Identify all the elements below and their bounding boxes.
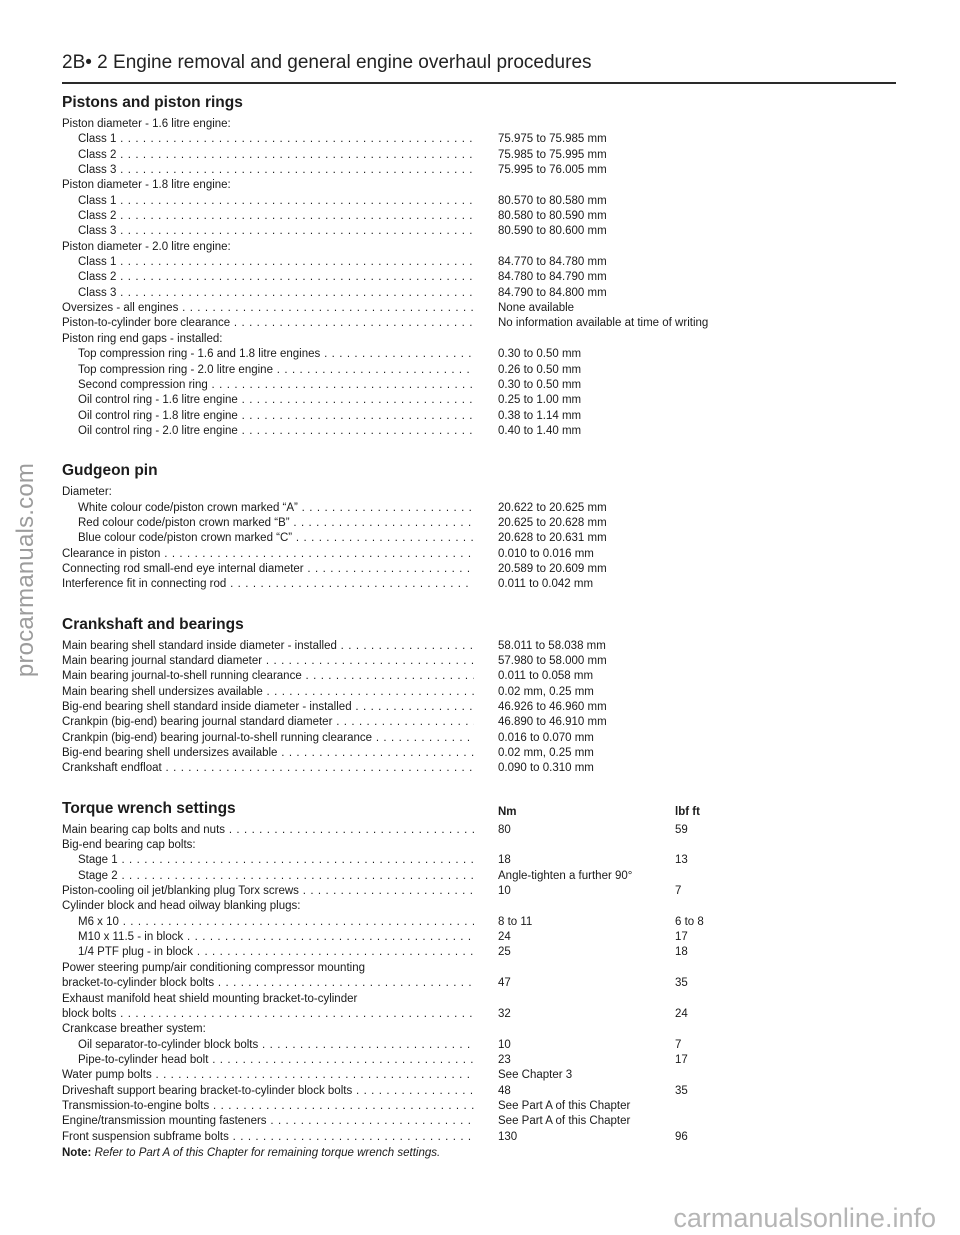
- torque-lbf-value: 7: [675, 885, 682, 898]
- spec-row: [62, 255, 902, 270]
- spec-row: [62, 378, 902, 393]
- spec-label: Oversizes - all engines . . .: [62, 301, 474, 316]
- spec-row: [62, 869, 902, 884]
- torque-lbf-value: 13: [675, 854, 688, 867]
- torque-nm-value: 23: [498, 1053, 511, 1066]
- spec-label: Crankshaft endfloat . . .: [62, 761, 474, 776]
- spec-row: [62, 501, 902, 516]
- spec-row: [62, 577, 902, 592]
- spec-label: Diameter:: [62, 486, 112, 499]
- spec-row: [62, 715, 902, 730]
- spec-row: [62, 639, 902, 654]
- spec-value: 20.628 to 20.631 mm: [498, 532, 607, 545]
- torque-nm-value: 48: [498, 1084, 511, 1097]
- spec-value: None available: [498, 302, 575, 315]
- spec-label: Exhaust manifold heat shield mounting bracket-to-cylinder: [62, 992, 358, 1005]
- torque-nm-value: 80: [498, 823, 511, 836]
- spec-row: [62, 961, 902, 976]
- bottom-watermark: carmanualsonline.info: [673, 1203, 936, 1233]
- section-heading-torque: [62, 799, 902, 823]
- column-header-nm: Nm: [498, 805, 517, 818]
- spec-value: 75.985 to 75.995 mm: [498, 148, 607, 161]
- spec-label: Engine/transmission mounting fasteners . . .: [62, 1114, 474, 1129]
- page-header: [62, 50, 896, 84]
- torque-nm-value: 25: [498, 946, 511, 959]
- spec-value: 46.926 to 46.960 mm: [498, 701, 607, 713]
- torque-lbf-value: 7: [675, 1038, 682, 1051]
- spec-row: [62, 930, 902, 945]
- spec-label: Class 2 . . .: [78, 209, 474, 224]
- torque-nm-value: See Chapter 3: [498, 1069, 573, 1082]
- spec-row: [62, 1084, 902, 1099]
- spec-label: Class 3 . . .: [78, 286, 474, 301]
- spec-row: [62, 562, 902, 577]
- spec-content: [62, 93, 902, 1161]
- spec-label: Blue colour code/piston crown marked “C” . . .: [78, 531, 474, 546]
- spec-row: [62, 363, 902, 378]
- spec-value: 57.980 to 58.000 mm: [498, 654, 607, 667]
- spec-row: [62, 301, 902, 316]
- spec-label: Class 2 . . .: [78, 148, 474, 163]
- spec-value: 58.011 to 58.038 mm: [498, 639, 606, 652]
- spec-row: [62, 286, 902, 301]
- spec-value: 0.011 to 0.042 mm: [498, 578, 594, 591]
- torque-note: [62, 1145, 902, 1161]
- spec-label: Stage 2 . . .: [78, 869, 474, 884]
- spec-label: block bolts . . .: [62, 1007, 474, 1022]
- torque-nm-value: 32: [498, 1007, 511, 1020]
- spec-value: 0.010 to 0.016 mm: [498, 547, 594, 560]
- spec-value: 80.570 to 80.580 mm: [498, 194, 607, 207]
- note-label: Note:: [62, 1146, 92, 1159]
- spec-label: Interference fit in connecting rod . . .: [62, 577, 474, 592]
- spec-value: 84.790 to 84.800 mm: [498, 286, 607, 299]
- spec-label: Second compression ring . . .: [78, 378, 474, 393]
- spec-value: 0.02 mm, 0.25 mm: [498, 685, 594, 698]
- spec-label: Big-end bearing shell standard inside diameter - installed . . .: [62, 700, 474, 715]
- spec-row: [62, 163, 902, 178]
- section-heading-pistons: Pistons and piston rings: [62, 94, 243, 111]
- spec-label: Main bearing shell undersizes available . . .: [62, 685, 474, 700]
- spec-value: 84.780 to 84.790 mm: [498, 271, 607, 284]
- spec-label: bracket-to-cylinder block bolts . . .: [62, 976, 474, 991]
- spec-label: Pipe-to-cylinder head bolt . . .: [78, 1053, 474, 1068]
- spec-value: 0.016 to 0.070 mm: [498, 731, 594, 744]
- spec-label: Main bearing shell standard inside diameter - installed . . .: [62, 639, 474, 654]
- spec-row: [62, 1038, 902, 1053]
- spec-label: Piston diameter - 2.0 litre engine:: [62, 240, 231, 253]
- spec-row: [62, 700, 902, 715]
- spec-row: [62, 746, 902, 761]
- spec-row: [62, 531, 902, 546]
- spec-label: Main bearing journal-to-shell running clearance . . .: [62, 669, 474, 684]
- side-watermark: [10, 360, 42, 780]
- spec-row: [62, 899, 902, 914]
- spec-value: 0.38 to 1.14 mm: [498, 409, 582, 422]
- torque-lbf-value: 59: [675, 823, 688, 836]
- spec-row: [62, 1007, 902, 1022]
- spec-label: M10 x 11.5 - in block . . .: [78, 930, 474, 945]
- spec-label: Crankpin (big-end) bearing journal-to-shell running clearance . . .: [62, 731, 474, 746]
- side-watermark-text: procarmanuals.com: [12, 462, 39, 678]
- spec-label: Connecting rod small-end eye internal diameter . . .: [62, 562, 474, 577]
- spec-value: 0.40 to 1.40 mm: [498, 424, 582, 437]
- torque-nm-value: 47: [498, 977, 511, 990]
- spec-label: Piston diameter - 1.8 litre engine:: [62, 179, 231, 192]
- spec-value: No information available at time of writing: [498, 317, 709, 330]
- spec-label: Oil separator-to-cylinder block bolts . . .: [78, 1038, 474, 1053]
- spec-label: Class 3 . . .: [78, 224, 474, 239]
- spec-row: [62, 1022, 902, 1037]
- spec-label: Oil control ring - 1.8 litre engine . . .: [78, 409, 474, 424]
- spec-row: [62, 669, 902, 684]
- spec-label: 1/4 PTF plug - in block . . .: [78, 945, 474, 960]
- spec-value: 20.625 to 20.628 mm: [498, 516, 607, 529]
- spec-label: Main bearing journal standard diameter . . .: [62, 654, 474, 669]
- spec-row: [62, 209, 902, 224]
- pistons-spec-list: [62, 117, 902, 439]
- spec-label: Oil control ring - 1.6 litre engine . . .: [78, 393, 474, 408]
- spec-row: [62, 853, 902, 868]
- spec-row: [62, 148, 902, 163]
- spec-value: 0.090 to 0.310 mm: [498, 762, 594, 775]
- spec-row: [62, 132, 902, 147]
- crankshaft-spec-list: [62, 639, 902, 777]
- spec-label: Front suspension subframe bolts . . .: [62, 1130, 474, 1145]
- spec-label: Class 1 . . .: [78, 132, 474, 147]
- spec-row: [62, 976, 902, 991]
- spec-row: [62, 838, 902, 853]
- torque-nm-value: 24: [498, 931, 511, 944]
- spec-row: [62, 332, 902, 347]
- spec-row: [62, 654, 902, 669]
- spec-row: [62, 409, 902, 424]
- spec-row: [62, 393, 902, 408]
- spec-value: 20.622 to 20.625 mm: [498, 501, 607, 514]
- note-text: Refer to Part A of this Chapter for remaining torque wrench settings.: [94, 1146, 441, 1159]
- spec-value: 75.975 to 75.985 mm: [498, 133, 607, 146]
- spec-label: Driveshaft support bearing bracket-to-cylinder block bolts . . .: [62, 1084, 474, 1099]
- spec-label: Top compression ring - 2.0 litre engine . . .: [78, 363, 474, 378]
- column-header-lbf-ft: lbf ft: [675, 805, 700, 818]
- spec-label: Class 3 . . .: [78, 163, 474, 178]
- spec-row: [62, 945, 902, 960]
- spec-row: [62, 485, 902, 500]
- spec-label: M6 x 10 . . .: [78, 915, 474, 930]
- torque-nm-value: See Part A of this Chapter: [498, 1099, 631, 1112]
- spec-label: Piston-to-cylinder bore clearance . . .: [62, 316, 474, 331]
- spec-row: [62, 1053, 902, 1068]
- spec-row: [62, 823, 902, 838]
- spec-label: Oil control ring - 2.0 litre engine . . .: [78, 424, 474, 439]
- spec-label: Class 1 . . .: [78, 194, 474, 209]
- torque-lbf-value: 6 to 8: [675, 915, 704, 928]
- spec-row: [62, 1130, 902, 1145]
- section-heading-gudgeon: Gudgeon pin: [62, 462, 158, 480]
- spec-label: Piston-cooling oil jet/blanking plug Torx screws . . .: [62, 884, 474, 899]
- spec-row: [62, 316, 902, 331]
- spec-row: [62, 731, 902, 746]
- spec-value: 75.995 to 76.005 mm: [498, 164, 607, 177]
- spec-row: [62, 424, 902, 439]
- spec-row: [62, 992, 902, 1007]
- torque-lbf-value: 24: [675, 1007, 688, 1020]
- torque-nm-value: See Part A of this Chapter: [498, 1115, 631, 1128]
- spec-row: [62, 240, 902, 255]
- spec-row: [62, 117, 902, 132]
- spec-label: Top compression ring - 1.6 and 1.8 litre engines . . .: [78, 347, 474, 362]
- spec-row: [62, 685, 902, 700]
- spec-label: Class 1 . . .: [78, 255, 474, 270]
- page-title: 2B• 2 Engine removal and general engine overhaul procedures: [62, 52, 592, 73]
- torque-nm-value: 130: [498, 1130, 518, 1143]
- torque-lbf-value: 96: [675, 1130, 688, 1143]
- torque-lbf-value: 17: [675, 931, 688, 944]
- spec-label: Red colour code/piston crown marked “B” . . .: [78, 516, 474, 531]
- spec-row: [62, 270, 902, 285]
- torque-heading-text: Torque wrench settings: [62, 799, 236, 817]
- spec-row: [62, 194, 902, 209]
- spec-value: 0.02 mm, 0.25 mm: [498, 747, 594, 760]
- spec-row: [62, 547, 902, 562]
- spec-label: Big-end bearing shell undersizes available . . .: [62, 746, 474, 761]
- spec-row: [62, 1099, 902, 1114]
- spec-row: [62, 178, 902, 193]
- spec-row: [62, 347, 902, 362]
- spec-row: [62, 761, 902, 776]
- spec-label: White colour code/piston crown marked “A” . . .: [78, 501, 474, 516]
- torque-nm-value: 10: [498, 885, 511, 898]
- spec-row: [62, 915, 902, 930]
- spec-value: 46.890 to 46.910 mm: [498, 716, 607, 729]
- torque-spec-list: [62, 823, 902, 1145]
- torque-nm-value: 10: [498, 1038, 511, 1051]
- spec-label: Clearance in piston . . .: [62, 547, 474, 562]
- gudgeon-spec-list: [62, 485, 902, 592]
- torque-lbf-value: 35: [675, 977, 688, 990]
- spec-row: [62, 884, 902, 899]
- spec-label: Water pump bolts . . .: [62, 1068, 474, 1083]
- spec-value: 80.580 to 80.590 mm: [498, 210, 607, 223]
- spec-row: [62, 224, 902, 239]
- spec-value: 80.590 to 80.600 mm: [498, 225, 607, 238]
- spec-label: Big-end bearing cap bolts:: [62, 839, 196, 852]
- section-heading-crankshaft: Crankshaft and bearings: [62, 615, 244, 633]
- spec-value: 0.011 to 0.058 mm: [498, 670, 594, 683]
- spec-label: Class 2 . . .: [78, 270, 474, 285]
- torque-nm-value: Angle-tighten a further 90°: [498, 869, 633, 882]
- spec-label: Piston ring end gaps - installed:: [62, 332, 223, 345]
- spec-row: [62, 1068, 902, 1083]
- torque-lbf-value: 17: [675, 1053, 688, 1066]
- spec-label: Crankcase breather system:: [62, 1023, 206, 1036]
- spec-label: Transmission-to-engine bolts . . .: [62, 1099, 474, 1114]
- torque-nm-value: 8 to 11: [498, 915, 533, 928]
- spec-value: 0.25 to 1.00 mm: [498, 394, 582, 407]
- spec-label: Cylinder block and head oilway blanking plugs:: [62, 900, 301, 913]
- spec-value: 0.30 to 0.50 mm: [498, 378, 582, 391]
- torque-nm-value: 18: [498, 854, 511, 867]
- torque-lbf-value: 18: [675, 946, 688, 959]
- torque-lbf-value: 35: [675, 1084, 688, 1097]
- spec-value: 84.770 to 84.780 mm: [498, 256, 607, 269]
- spec-row: [62, 1114, 902, 1129]
- spec-label: Power steering pump/air conditioning compressor mounting: [62, 961, 365, 974]
- spec-row: [62, 516, 902, 531]
- spec-value: 20.589 to 20.609 mm: [498, 562, 607, 575]
- spec-value: 0.30 to 0.50 mm: [498, 348, 582, 361]
- spec-label: Crankpin (big-end) bearing journal standard diameter . . .: [62, 715, 474, 730]
- spec-label: Piston diameter - 1.6 litre engine:: [62, 118, 231, 130]
- spec-value: 0.26 to 0.50 mm: [498, 363, 582, 376]
- spec-label: Main bearing cap bolts and nuts . . .: [62, 823, 474, 838]
- spec-label: Stage 1 . . .: [78, 853, 474, 868]
